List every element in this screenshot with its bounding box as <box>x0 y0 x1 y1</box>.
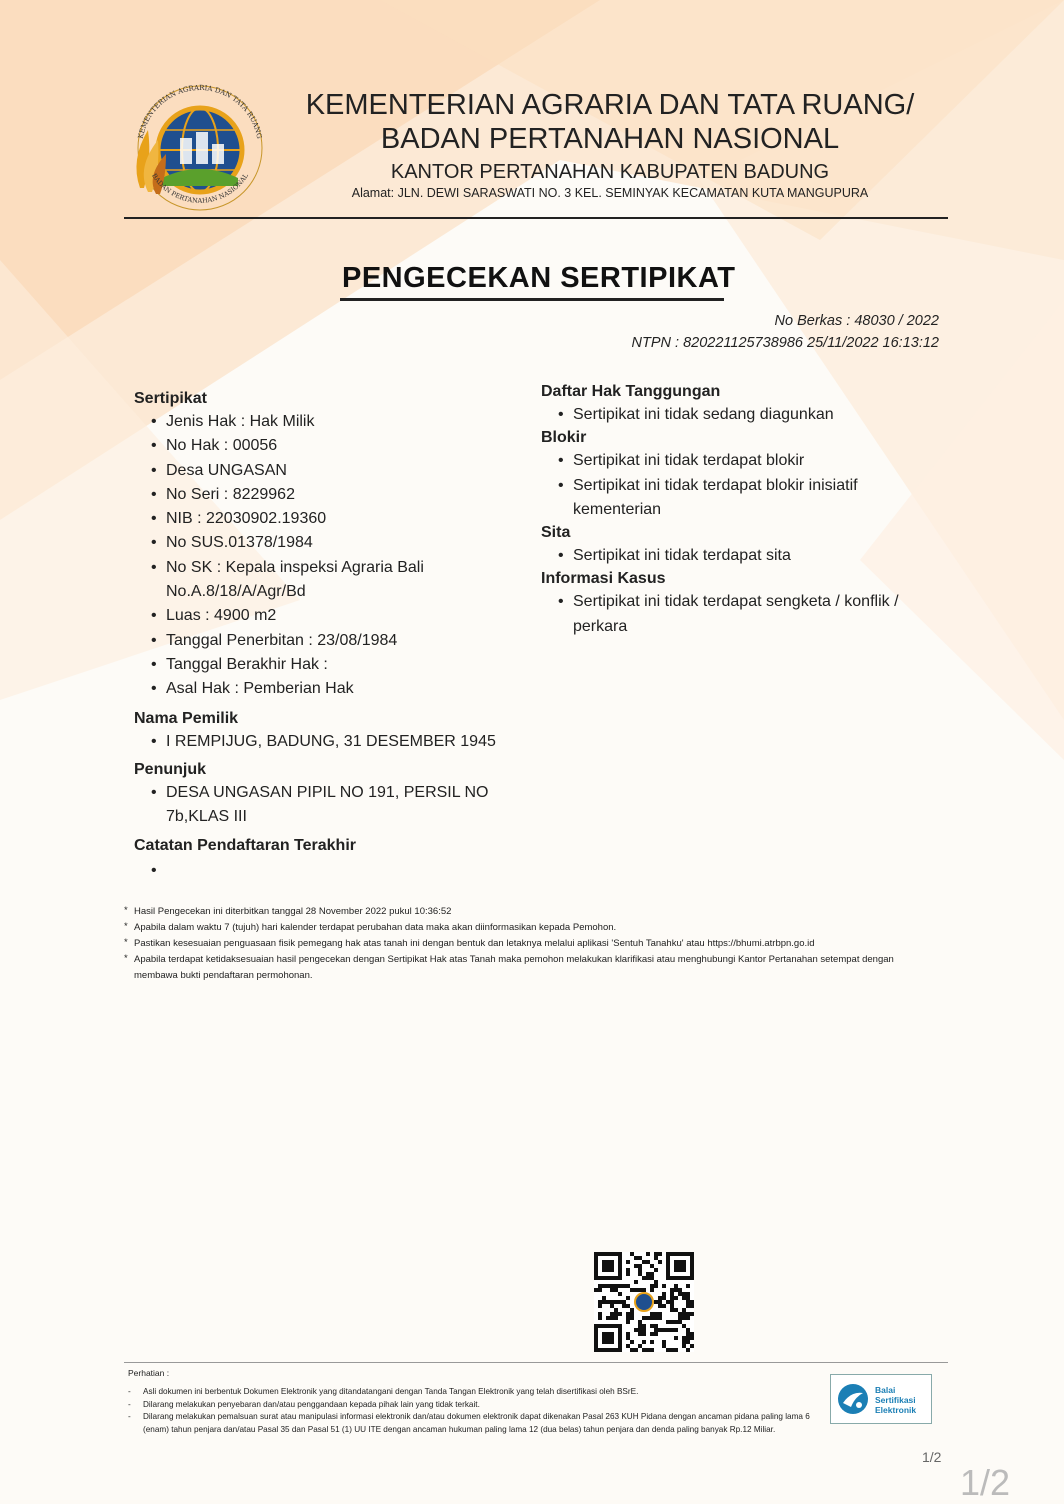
note-item-text: Hasil Pengecekan ini diterbitkan tanggal 28 November 2022 pukul 10:36:52 <box>134 906 452 917</box>
notes-block <box>124 904 934 984</box>
note-item-text: Apabila dalam waktu 7 (tujuh) hari kalender terdapat perubahan data maka akan diinformasikan kepada Pemohon. <box>134 922 617 933</box>
hak-tanggungan-list <box>541 403 941 427</box>
section-title-blokir: Blokir <box>541 429 587 447</box>
sertipikat-item: • Luas : 4900 m2 <box>134 604 524 628</box>
note-item-text: Pastikan kesesuaian penguasaan fisik pemegang hak atas tanah ini dengan bentuk dan letaknya melalui aplikasi 'Sentuh Tanahku' atau https://bhumi.atrbpn.go.id <box>134 938 815 949</box>
kasus-list <box>541 590 941 639</box>
sertipikat-item: • Tanggal Berakhir Hak : <box>134 653 524 677</box>
note-item <box>124 936 934 952</box>
sertipikat-item: • Desa UNGASAN <box>134 459 524 483</box>
sertipikat-list <box>134 410 524 702</box>
footer-note-item-text: Dilarang melakukan pemalsuan surat atau manipulasi informasi elektronik dan/atau dokumen elektronik dapat dikenakan Pasal 263 KUH Pidana dengan ancaman pidana paling lama 6 (enam) tahun penjara dan/atau Pasal 35 dan Pasal 51 (1) UU ITE dengan ancaman hukuman paling lama 12 (dua belas) tahun penjara dan denda paling banyak Rp.12 Miliar. <box>143 1412 810 1434</box>
section-title-catatan: Catatan Pendaftaran Terakhir <box>134 837 356 855</box>
note-item-mark: * <box>124 905 128 916</box>
bsre-badge <box>830 1374 932 1424</box>
penunjuk-list <box>134 781 524 830</box>
attention-label: Perhatian : <box>128 1368 170 1378</box>
file-number: No Berkas : 48030 / 2022 <box>774 313 939 329</box>
note-item <box>124 904 934 920</box>
logo-ring-top-text: KEMENTERIAN AGRARIA DAN TATA RUANG <box>136 83 264 140</box>
footer-notes <box>128 1386 818 1436</box>
kasus-item: • Sertipikat ini tidak terdapat sengketa / konflik / perkara <box>541 590 941 639</box>
ntpn-number: NTPN : 820221125738986 25/11/2022 16:13:12 <box>631 335 939 351</box>
sertipikat-item: • NIB : 22030902.19360 <box>134 507 524 531</box>
penunjuk-item: • DESA UNGASAN PIPIL NO 191, PERSIL NO 7b,KLAS III <box>134 781 524 830</box>
left-column <box>134 388 524 884</box>
catatan-item <box>134 859 524 883</box>
office-name: KANTOR PERTANAHAN KABUPATEN BADUNG <box>390 161 830 183</box>
footer-note-item-mark: - <box>128 1399 131 1409</box>
footer-divider <box>124 1362 948 1363</box>
bsre-line-2: Sertifikasi <box>875 1395 916 1405</box>
office-address: Alamat: JLN. DEWI SARASWATI NO. 3 KEL. SEMINYAK KECAMATAN KUTA MANGUPURA <box>351 186 869 200</box>
title-underline <box>340 298 724 301</box>
sertipikat-item: • No Seri : 8229962 <box>134 483 524 507</box>
blokir-item: • Sertipikat ini tidak terdapat blokir inisiatif kementerian <box>541 474 941 523</box>
blokir-item: • Sertipikat ini tidak terdapat blokir <box>541 449 941 473</box>
ministry-name <box>260 88 960 156</box>
section-title-sita: Sita <box>541 524 571 542</box>
section-title-hak-tanggungan: Daftar Hak Tanggungan <box>541 383 721 400</box>
footer-note-item-mark: - <box>128 1412 131 1421</box>
owner-item: • I REMPIJUG, BADUNG, 31 DESEMBER 1945 <box>134 730 524 754</box>
footer-note-item-mark: - <box>128 1387 131 1396</box>
page-indicator-overlay: 1/2 <box>960 1462 1011 1503</box>
owner-list <box>134 730 524 754</box>
catatan-list <box>134 859 524 883</box>
sertipikat-item: • No SUS.01378/1984 <box>134 531 524 555</box>
note-item-mark: * <box>124 921 128 932</box>
bpn-logo-icon <box>122 68 272 218</box>
bsre-line-1: Balai <box>875 1385 896 1395</box>
section-title-penunjuk: Penunjuk <box>134 760 207 778</box>
note-item <box>124 920 934 936</box>
bsre-logo-icon <box>837 1383 869 1415</box>
sertipikat-item: • Jenis Hak : Hak Milik <box>134 410 524 434</box>
ministry-line-1: KEMENTERIAN AGRARIA DAN TATA RUANG/ <box>305 89 915 121</box>
sita-item: • Sertipikat ini tidak terdapat sita <box>541 544 941 568</box>
footer-note-item <box>128 1399 818 1412</box>
bsre-text <box>875 1385 916 1415</box>
note-item-text: Apabila terdapat ketidaksesuaian hasil pengecekan dengan Sertipikat Hak atas Tanah maka pemohon melakukan klarifikasi atau menghubungi Kantor Pertanahan setempat dengan membawa bukti pendaftaran permohonan. <box>134 954 894 981</box>
page-number: 1/2 <box>922 1449 942 1465</box>
section-title-sertipikat: Sertipikat <box>134 390 207 407</box>
qr-code-icon <box>594 1252 694 1352</box>
sertipikat-item: • No Hak : 00056 <box>134 434 524 458</box>
document-title: PENGECEKAN SERTIPIKAT <box>342 262 736 294</box>
footer-note-item-text: Asli dokumen ini berbentuk Dokumen Elektronik yang ditandatangani dengan Tanda Tangan Elektronik yang telah disertifikasi oleh BSrE. <box>143 1387 639 1396</box>
section-title-kasus: Informasi Kasus <box>541 570 666 588</box>
sita-list <box>541 544 941 568</box>
footer-note-item-text: Dilarang melakukan penyebaran dan/atau penggandaan kepada pihak lain yang tidak terkait. <box>143 1399 480 1409</box>
note-item-mark: * <box>124 937 128 948</box>
hak-tanggungan-item: • Sertipikat ini tidak sedang diagunkan <box>541 403 941 427</box>
footer-note-item <box>128 1386 818 1399</box>
bsre-line-3: Elektronik <box>875 1405 917 1415</box>
note-item <box>124 952 934 984</box>
header-divider <box>124 217 948 219</box>
logo-ring-bottom-text: BADAN PERTANAHAN NASIONAL <box>150 172 250 205</box>
section-title-owner: Nama Pemilik <box>134 709 239 727</box>
ministry-line-2: BADAN PERTANAHAN NASIONAL <box>380 123 840 155</box>
blokir-list <box>541 449 941 522</box>
note-item-mark: * <box>124 953 128 964</box>
footer-note-item <box>128 1411 818 1436</box>
right-column <box>541 381 941 639</box>
sertipikat-item: • Tanggal Penerbitan : 23/08/1984 <box>134 629 524 653</box>
sertipikat-item: • Asal Hak : Pemberian Hak <box>134 677 524 701</box>
sertipikat-item: • No SK : Kepala inspeksi Agraria Bali No.A.8/18/A/Agr/Bd <box>134 556 524 605</box>
